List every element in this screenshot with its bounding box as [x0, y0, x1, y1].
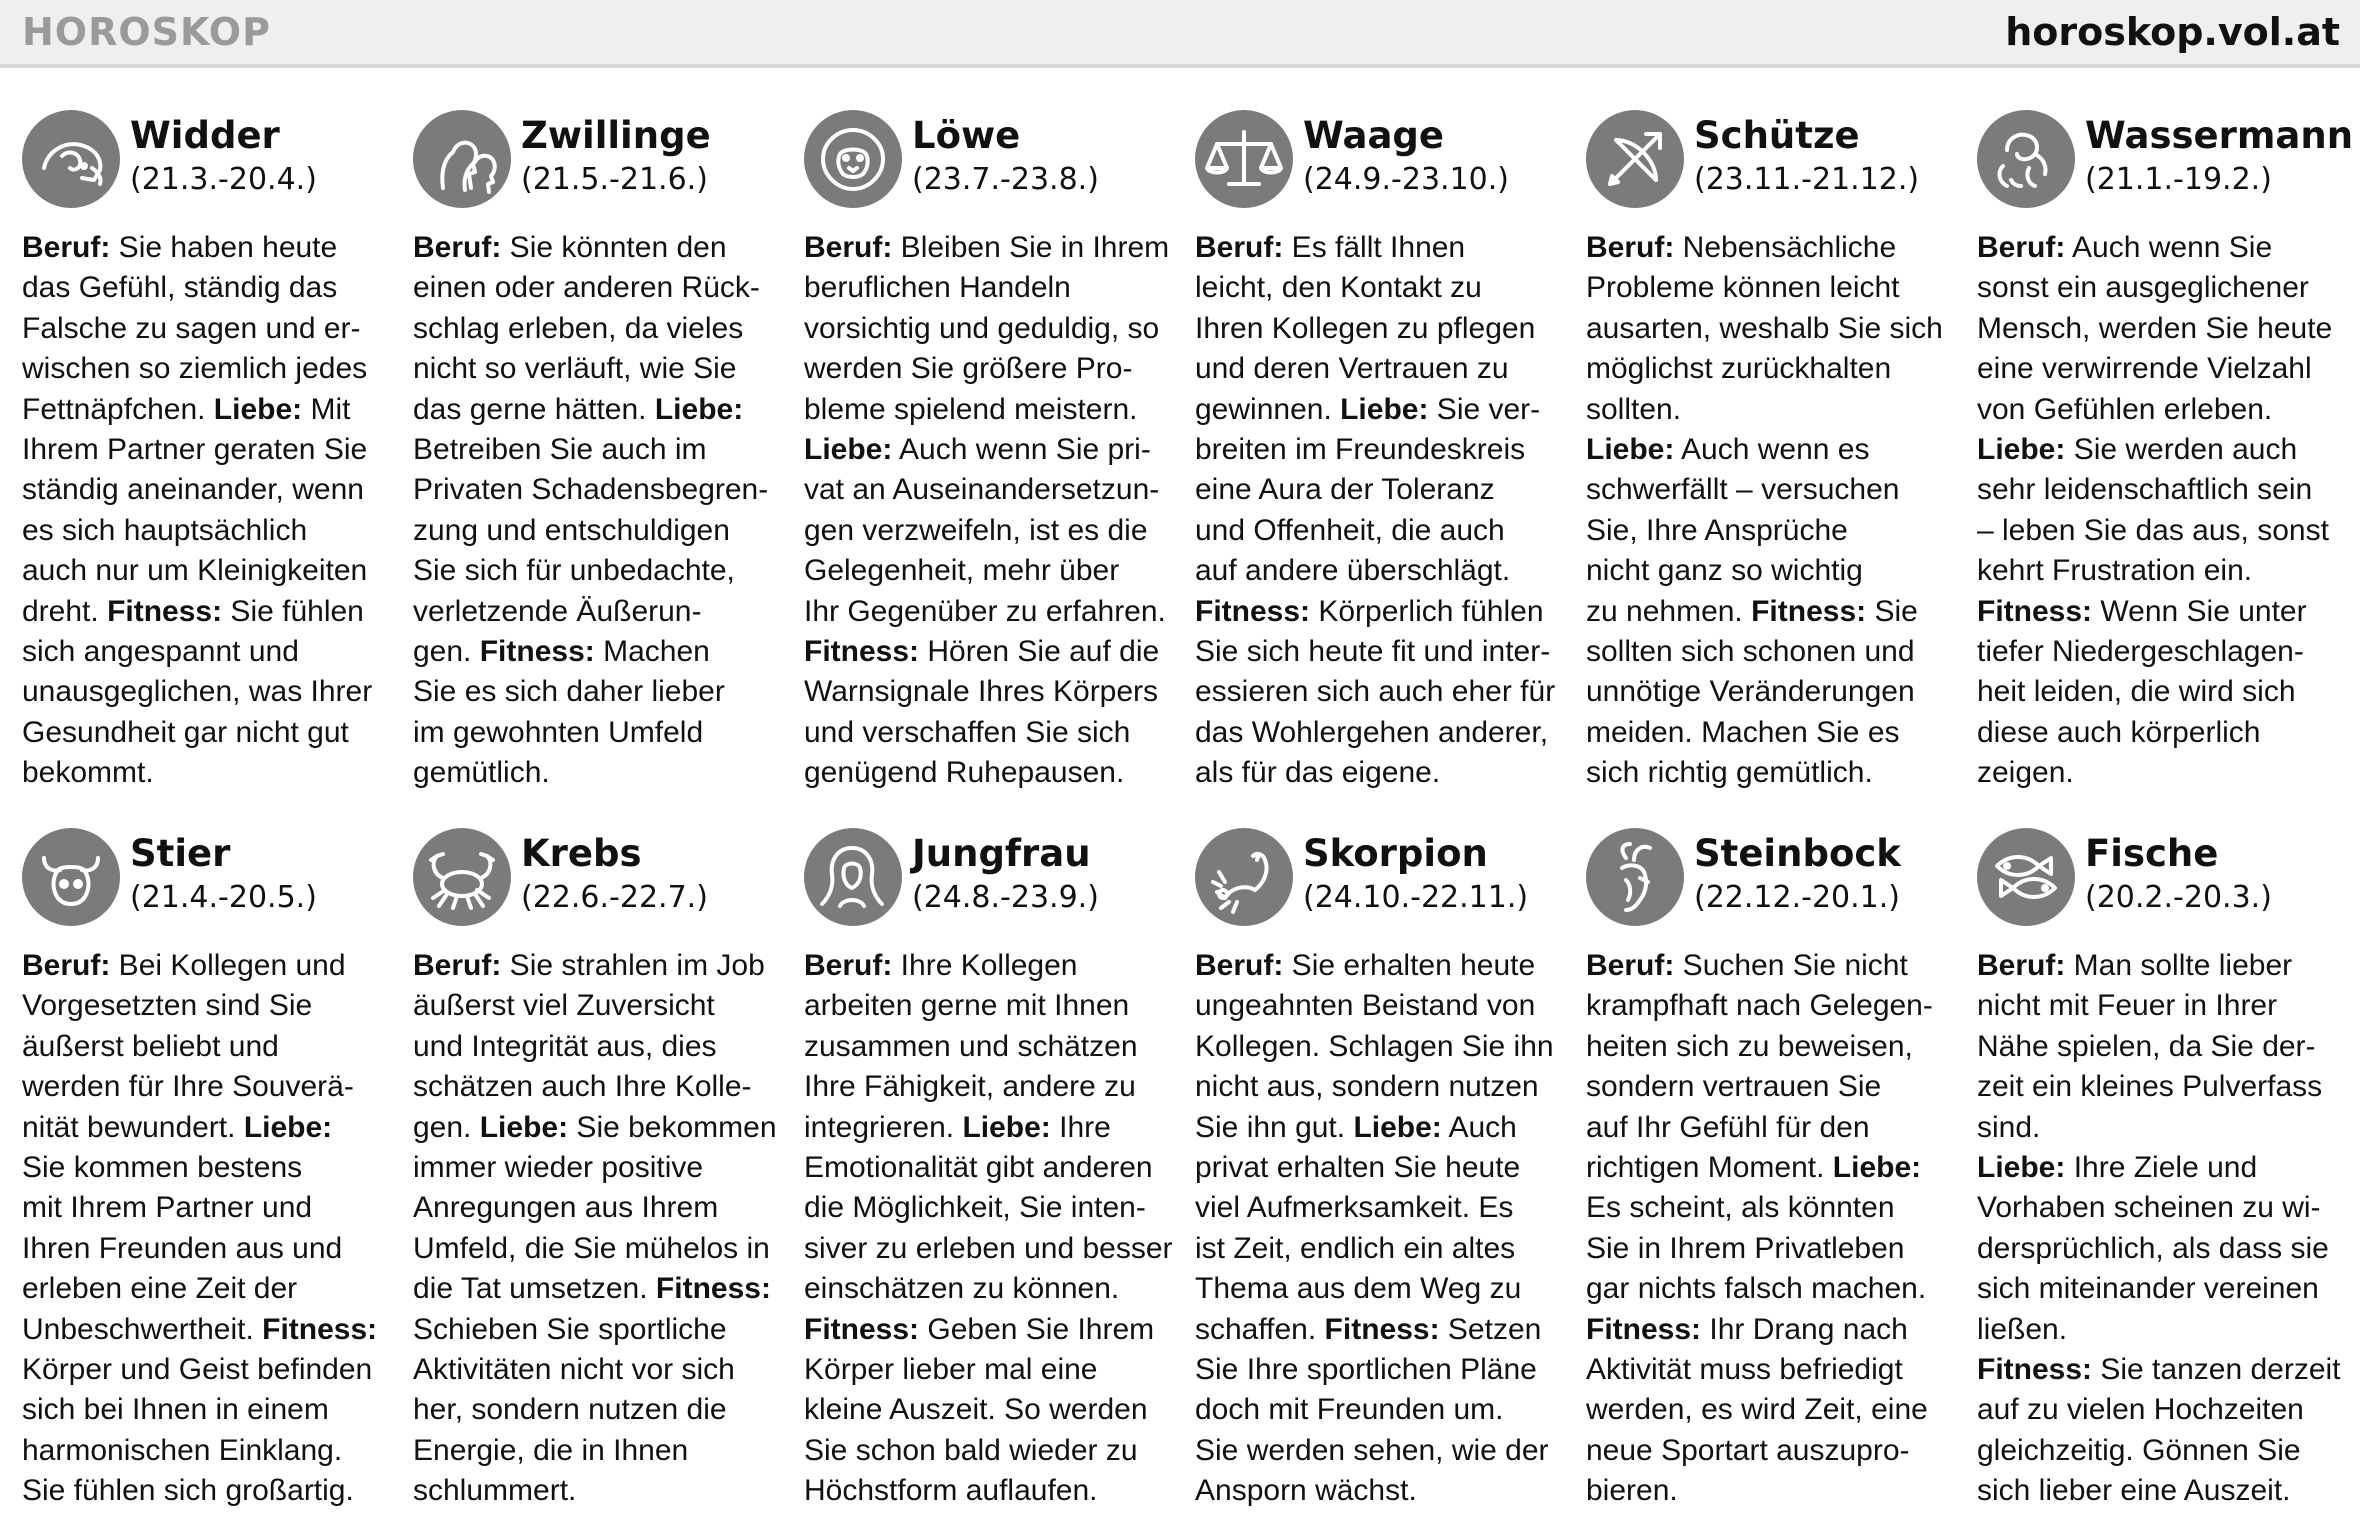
text-line: Liebe: Auch wenn es	[1586, 433, 1870, 467]
category-label: Beruf:	[413, 949, 502, 982]
text-line: Fitness: Körperlich fühlen	[1195, 594, 1544, 628]
category-label: Fitness:	[1324, 1312, 1440, 1346]
text-line: sondern vertrauen Sie	[1586, 1070, 1882, 1104]
horoscope-text	[1586, 946, 1958, 1512]
category-label: Fitness:	[1977, 594, 2093, 628]
text-line: Fitness: Wenn Sie unter	[1977, 594, 2307, 628]
text-line: Sie, Ihre Ansprüche	[1586, 513, 1848, 547]
sign-dates: (23.7.-23.8.)	[912, 162, 1099, 197]
text-line: Sie Ihre sportlichen Pläne	[1195, 1353, 1537, 1387]
text-line: Falsche zu sagen und er-	[22, 311, 361, 345]
category-label: Liebe:	[243, 1110, 333, 1144]
text-line: Fettnäpfchen. Liebe: Mit	[22, 392, 351, 426]
category-label: Liebe:	[479, 1110, 569, 1144]
sign-dates: (21.3.-20.4.)	[130, 162, 317, 197]
text-line: essieren sich auch eher für	[1195, 675, 1556, 709]
text-line: zung und entschuldigen	[413, 513, 730, 547]
text-line: im gewohnten Umfeld	[413, 715, 704, 749]
text-line: Emotionalität gibt anderen	[804, 1151, 1153, 1185]
text-line: Anregungen aus Ihrem	[413, 1191, 719, 1225]
text-line: Beruf: Sie erhalten heute	[1195, 949, 1536, 982]
text-line: gen. Fitness: Machen	[413, 635, 710, 669]
text-line: als für das eigene.	[1195, 756, 1441, 790]
category-label: Fitness:	[1751, 594, 1867, 628]
text-line: Warnsignale Ihres Körpers	[804, 675, 1159, 709]
text-line: privat erhalten Sie heute	[1195, 1151, 1521, 1185]
text-line: genügend Ruhepausen.	[804, 756, 1125, 790]
sign-dates: (22.12.-20.1.)	[1694, 880, 1900, 915]
text-line: gewinnen. Liebe: Sie ver-	[1195, 392, 1541, 426]
text-line: Ihre Fähigkeit, andere zu	[804, 1070, 1136, 1104]
text-line: ungeahnten Beistand von	[1195, 989, 1536, 1023]
category-label: Beruf:	[1977, 231, 2066, 264]
category-label: Liebe:	[1977, 433, 2066, 467]
text-line: und Offenheit, die auch	[1195, 513, 1505, 547]
text-line: Beruf: Auch wenn Sie	[1977, 231, 2273, 264]
text-line: leicht, den Kontakt zu	[1195, 271, 1482, 305]
text-line: Betreiben Sie auch im	[413, 433, 707, 467]
text-line: sehr leidenschaftlich sein	[1977, 473, 2313, 507]
horoscope-text	[1977, 946, 2349, 1512]
category-label: Beruf:	[22, 231, 111, 264]
water-bearer-icon	[1977, 110, 2075, 208]
page-title: HOROSKOP	[22, 10, 271, 54]
sign-dates: (21.4.-20.5.)	[130, 880, 317, 915]
lion-icon	[804, 110, 902, 208]
category-label: Beruf:	[1586, 949, 1675, 982]
sign-name: Zwillinge	[521, 114, 711, 157]
category-label: Fitness:	[1977, 1353, 2093, 1387]
category-label: Beruf:	[804, 949, 893, 982]
text-line: ließen.	[1977, 1312, 2068, 1346]
category-label: Beruf:	[1586, 231, 1675, 264]
text-line: Liebe: Ihre Ziele und	[1977, 1151, 2258, 1185]
text-line: und verschaffen Sie sich	[804, 715, 1131, 749]
sign-name: Steinbock	[1694, 832, 1901, 875]
horoscope-text	[804, 946, 1176, 1512]
text-line: das Wohlergehen anderer,	[1195, 715, 1549, 749]
text-line: schlummert.	[413, 1474, 577, 1508]
text-line: richtigen Moment. Liebe:	[1586, 1151, 1922, 1185]
category-label: Liebe:	[654, 392, 744, 426]
text-line: unausgeglichen, was Ihrer	[22, 675, 373, 709]
ibex-icon	[1586, 828, 1684, 926]
text-line: Fitness: Hören Sie auf die	[804, 635, 1160, 669]
header-bar	[0, 0, 2360, 68]
text-line: sonst ein ausgeglichener	[1977, 271, 2309, 305]
text-line: Ihren Freunden aus und	[22, 1231, 343, 1265]
scorpion-icon	[1195, 828, 1293, 926]
text-line: Beruf: Ihre Kollegen	[804, 949, 1078, 982]
text-line: mit Ihrem Partner und	[22, 1191, 313, 1225]
text-line: Beruf: Bei Kollegen und	[22, 949, 346, 982]
text-line: siver zu erleben und besser	[804, 1231, 1173, 1265]
text-line: Mensch, werden Sie heute	[1977, 311, 2333, 345]
category-label: Liebe:	[962, 1110, 1051, 1144]
category-label: Liebe:	[1353, 1110, 1442, 1144]
text-line: sich bei Ihnen in einem	[22, 1393, 329, 1427]
text-line: eine Aura der Toleranz	[1195, 473, 1495, 507]
text-line: kleine Auszeit. So werden	[804, 1393, 1148, 1427]
text-line: heiten sich zu beweisen,	[1586, 1029, 1913, 1063]
text-line: Fitness: Ihr Drang nach	[1586, 1312, 1908, 1346]
text-line: Vorhaben scheinen zu wi-	[1977, 1191, 2321, 1225]
horoscope-text	[1977, 228, 2349, 794]
sign-name: Fische	[2085, 832, 2219, 875]
text-line: dreht. Fitness: Sie fühlen	[22, 594, 364, 628]
text-line: Schieben Sie sportliche	[413, 1312, 727, 1346]
text-line: bleme spielend meistern.	[804, 392, 1138, 426]
sign-name: Widder	[130, 114, 280, 157]
sign-dates: (20.2.-20.3.)	[2085, 880, 2272, 915]
text-line: Gelegenheit, mehr über	[804, 554, 1120, 588]
text-line: zeit ein kleines Pulverfass	[1977, 1070, 2323, 1104]
text-line: Beruf: Sie könnten den	[413, 231, 727, 264]
site-link[interactable]: horoskop.vol.at	[2005, 10, 2340, 54]
sign-name: Stier	[130, 832, 231, 875]
text-line: nicht mit Feuer in Ihrer	[1977, 989, 2278, 1023]
sign-name: Skorpion	[1303, 832, 1488, 875]
horoscope-text	[804, 228, 1176, 794]
text-line: äußerst beliebt und	[22, 1029, 279, 1063]
text-line: Unbeschwertheit. Fitness:	[22, 1312, 378, 1346]
category-label: Liebe:	[213, 392, 303, 426]
text-line: und deren Vertrauen zu	[1195, 352, 1509, 386]
text-line: Höchstform auflaufen.	[804, 1474, 1098, 1508]
text-line: gleichzeitig. Gönnen Sie	[1977, 1433, 2301, 1467]
text-line: sind.	[1977, 1110, 2041, 1144]
text-line: Fitness: Geben Sie Ihrem	[804, 1312, 1155, 1346]
text-line: auf Ihr Gefühl für den	[1586, 1110, 1870, 1144]
category-label: Liebe:	[1832, 1151, 1922, 1185]
text-line: Ihren Kollegen zu pflegen	[1195, 311, 1536, 345]
text-line: zusammen und schätzen	[804, 1029, 1138, 1063]
sign-dates: (24.8.-23.9.)	[912, 880, 1099, 915]
text-line: ist Zeit, endlich ein altes	[1195, 1231, 1516, 1265]
text-line: kehrt Frustration ein.	[1977, 554, 2253, 588]
text-line: dersprüchlich, als dass sie	[1977, 1231, 2329, 1265]
text-line: die Tat umsetzen. Fitness:	[413, 1272, 771, 1306]
text-line: Aktivität muss befriedigt	[1586, 1353, 1903, 1387]
category-label: Fitness:	[107, 594, 223, 628]
category-label: Fitness:	[262, 1312, 378, 1346]
text-line: sollten.	[1586, 392, 1682, 426]
text-line: möglichst zurückhalten	[1586, 352, 1892, 386]
text-line: Beruf: Man sollte lieber	[1977, 949, 2293, 982]
text-line: arbeiten gerne mit Ihnen	[804, 989, 1130, 1023]
text-line: gen verzweifeln, ist es die	[804, 513, 1148, 547]
text-line: Ihrem Partner geraten Sie	[22, 433, 368, 467]
sign-name: Wassermann	[2085, 114, 2354, 157]
text-line: Privaten Schadensbegren-	[413, 473, 769, 507]
text-line: unnötige Veränderungen	[1586, 675, 1915, 709]
text-line: einen oder anderen Rück-	[413, 271, 760, 305]
horoscope-text	[1586, 228, 1958, 794]
text-line: diese auch körperlich	[1977, 715, 2261, 749]
text-line: werden, es wird Zeit, eine	[1586, 1393, 1928, 1427]
text-line: sich angespannt und	[22, 635, 299, 669]
fish-icon	[1977, 828, 2075, 926]
category-label: Fitness:	[1586, 1312, 1702, 1346]
text-line: Beruf: Es fällt Ihnen	[1195, 231, 1466, 264]
sign-dates: (23.11.-21.12.)	[1694, 162, 1920, 197]
category-label: Beruf:	[22, 949, 111, 982]
text-line: gar nichts falsch machen.	[1586, 1272, 1927, 1306]
text-line: erleben eine Zeit der	[22, 1272, 298, 1306]
horoscope-text	[413, 228, 785, 794]
category-label: Fitness:	[655, 1272, 771, 1306]
text-line: Vorgesetzten sind Sie	[22, 989, 313, 1023]
bull-icon	[22, 828, 120, 926]
text-line: Beruf: Sie strahlen im Job	[413, 949, 765, 982]
category-label: Beruf:	[413, 231, 502, 264]
sign-name: Waage	[1303, 114, 1445, 157]
text-line: Sie sich heute fit und inter-	[1195, 635, 1551, 669]
twins-icon	[413, 110, 511, 208]
text-line: von Gefühlen erleben.	[1977, 392, 2273, 426]
text-line: wischen so ziemlich jedes	[22, 352, 368, 386]
text-line: und Integrität aus, dies	[413, 1029, 717, 1063]
text-line: vorsichtig und geduldig, so	[804, 311, 1160, 345]
text-line: Beruf: Suchen Sie nicht	[1586, 949, 1908, 982]
text-line: das gerne hätten. Liebe:	[413, 392, 744, 426]
text-line: sich miteinander vereinen	[1977, 1272, 2319, 1306]
text-line: das Gefühl, ständig das	[22, 271, 338, 305]
category-label: Liebe:	[1586, 433, 1675, 467]
text-line: Thema aus dem Weg zu	[1195, 1272, 1522, 1306]
text-line: neue Sportart auszupro-	[1586, 1433, 1910, 1467]
text-line: die Möglichkeit, Sie inten-	[804, 1191, 1146, 1225]
text-line: bekommt.	[22, 756, 154, 790]
text-line: ständig aneinander, wenn	[22, 473, 364, 507]
text-line: Beruf: Nebensächliche	[1586, 231, 1897, 264]
category-label: Beruf:	[1195, 949, 1284, 982]
text-line: auf zu vielen Hochzeiten	[1977, 1393, 2304, 1427]
text-line: ausarten, weshalb Sie sich	[1586, 311, 1943, 345]
text-line: gemütlich.	[413, 756, 550, 790]
text-line: sich richtig gemütlich.	[1586, 756, 1873, 790]
text-line: – leben Sie das aus, sonst	[1977, 513, 2329, 547]
archer-icon	[1586, 110, 1684, 208]
text-line: Nähe spielen, da Sie der-	[1977, 1029, 2316, 1063]
text-line: tiefer Niedergeschlagen-	[1977, 635, 2304, 669]
text-line: Sie werden sehen, wie der	[1195, 1433, 1549, 1467]
category-label: Fitness:	[804, 635, 920, 669]
text-line: verletzende Äußerun-	[413, 594, 702, 628]
text-line: schaffen. Fitness: Setzen	[1195, 1312, 1542, 1346]
text-line: nicht ganz so wichtig	[1586, 554, 1863, 588]
text-line: breiten im Freundeskreis	[1195, 433, 1526, 467]
text-line: harmonischen Einklang.	[22, 1433, 343, 1467]
category-label: Liebe:	[1977, 1151, 2066, 1185]
text-line: Aktivitäten nicht vor sich	[413, 1353, 735, 1387]
sign-dates: (21.5.-21.6.)	[521, 162, 708, 197]
text-line: auf andere überschlägt.	[1195, 554, 1511, 588]
text-line: Sie in Ihrem Privatleben	[1586, 1231, 1905, 1265]
category-label: Beruf:	[1195, 231, 1284, 264]
text-line: Körper und Geist befinden	[22, 1353, 373, 1387]
text-line: Sie kommen bestens	[22, 1151, 303, 1185]
text-line: sich lieber eine Auszeit.	[1977, 1474, 2291, 1508]
text-line: beruflichen Handeln	[804, 271, 1071, 305]
text-line: werden Sie größere Pro-	[804, 352, 1133, 386]
crab-icon	[413, 828, 511, 926]
text-line: Liebe: Sie werden auch	[1977, 433, 2298, 467]
text-line: Körper lieber mal eine	[804, 1353, 1098, 1387]
text-line: doch mit Freunden um.	[1195, 1393, 1504, 1427]
horoscope-text	[22, 946, 394, 1512]
text-line: Ansporn wächst.	[1195, 1474, 1417, 1508]
ram-icon	[22, 110, 120, 208]
text-line: meiden. Machen Sie es	[1586, 715, 1900, 749]
text-line: gen. Liebe: Sie bekommen	[413, 1110, 777, 1144]
horoscope-text	[22, 228, 394, 794]
text-line: Gesundheit gar nicht gut	[22, 715, 349, 749]
text-line: Probleme können leicht	[1586, 271, 1900, 305]
text-line: immer wieder positive	[413, 1151, 704, 1185]
text-line: auch nur um Kleinigkeiten	[22, 554, 368, 588]
text-line: Umfeld, die Sie mühelos in	[413, 1231, 770, 1265]
horoscope-text	[1195, 946, 1567, 1512]
text-line: Beruf: Sie haben heute	[22, 231, 338, 264]
text-line: schätzen auch Ihre Kolle-	[413, 1070, 752, 1104]
sign-dates: (21.1.-19.2.)	[2085, 162, 2272, 197]
text-line: schwerfällt – versuchen	[1586, 473, 1900, 507]
sign-name: Krebs	[521, 832, 642, 875]
sign-dates: (24.9.-23.10.)	[1303, 162, 1509, 197]
text-line: her, sondern nutzen die	[413, 1393, 727, 1427]
text-line: schlag erleben, da vieles	[413, 311, 744, 345]
category-label: Liebe:	[1340, 392, 1429, 426]
text-line: es sich hauptsächlich	[22, 513, 308, 547]
text-line: äußerst viel Zuversicht	[413, 989, 715, 1023]
text-line: Beruf: Bleiben Sie in Ihrem	[804, 231, 1170, 264]
text-line: Es scheint, als könnten	[1586, 1191, 1895, 1225]
category-label: Beruf:	[804, 231, 893, 264]
text-line: heit leiden, die wird sich	[1977, 675, 2296, 709]
text-line: Sie fühlen sich großartig.	[22, 1474, 354, 1508]
text-line: Sie es sich daher lieber	[413, 675, 725, 709]
sign-name: Jungfrau	[912, 832, 1091, 875]
sign-name: Schütze	[1694, 114, 1860, 157]
text-line: bieren.	[1586, 1474, 1678, 1508]
text-line: zeigen.	[1977, 756, 2074, 790]
category-label: Liebe:	[804, 433, 893, 467]
text-line: krampfhaft nach Gelegen-	[1586, 989, 1933, 1023]
text-line: nicht aus, sondern nutzen	[1195, 1070, 1539, 1104]
horoscope-text	[413, 946, 785, 1512]
text-line: eine verwirrende Vielzahl	[1977, 352, 2312, 386]
category-label: Fitness:	[1195, 594, 1311, 628]
text-line: viel Aufmerksamkeit. Es	[1195, 1191, 1514, 1225]
scales-icon	[1195, 110, 1293, 208]
text-line: Energie, die in Ihnen	[413, 1433, 689, 1467]
text-line: Fitness: Sie tanzen derzeit	[1977, 1353, 2341, 1387]
category-label: Fitness:	[479, 635, 595, 669]
text-line: Sie schon bald wieder zu	[804, 1433, 1138, 1467]
horoscope-text	[1195, 228, 1567, 794]
category-label: Beruf:	[1977, 949, 2066, 982]
text-line: sollten sich schonen und	[1586, 635, 1915, 669]
text-line: Kollegen. Schlagen Sie ihn	[1195, 1029, 1554, 1063]
text-line: vat an Auseinandersetzun-	[804, 473, 1160, 507]
text-line: Sie ihn gut. Liebe: Auch	[1195, 1110, 1517, 1144]
text-line: Sie sich für unbedachte,	[413, 554, 735, 588]
text-line: integrieren. Liebe: Ihre	[804, 1110, 1111, 1144]
sign-name: Löwe	[912, 114, 1021, 157]
text-line: nität bewundert. Liebe:	[22, 1110, 333, 1144]
maiden-icon	[804, 828, 902, 926]
text-line: werden für Ihre Souverä-	[22, 1070, 354, 1104]
text-line: Liebe: Auch wenn Sie pri-	[804, 433, 1151, 467]
text-line: einschätzen zu können.	[804, 1272, 1120, 1306]
text-line: Ihr Gegenüber zu erfahren.	[804, 594, 1166, 628]
text-line: nicht so verläuft, wie Sie	[413, 352, 737, 386]
category-label: Fitness:	[804, 1312, 920, 1346]
text-line: zu nehmen. Fitness: Sie	[1586, 594, 1918, 628]
sign-dates: (24.10.-22.11.)	[1303, 880, 1529, 915]
sign-dates: (22.6.-22.7.)	[521, 880, 708, 915]
